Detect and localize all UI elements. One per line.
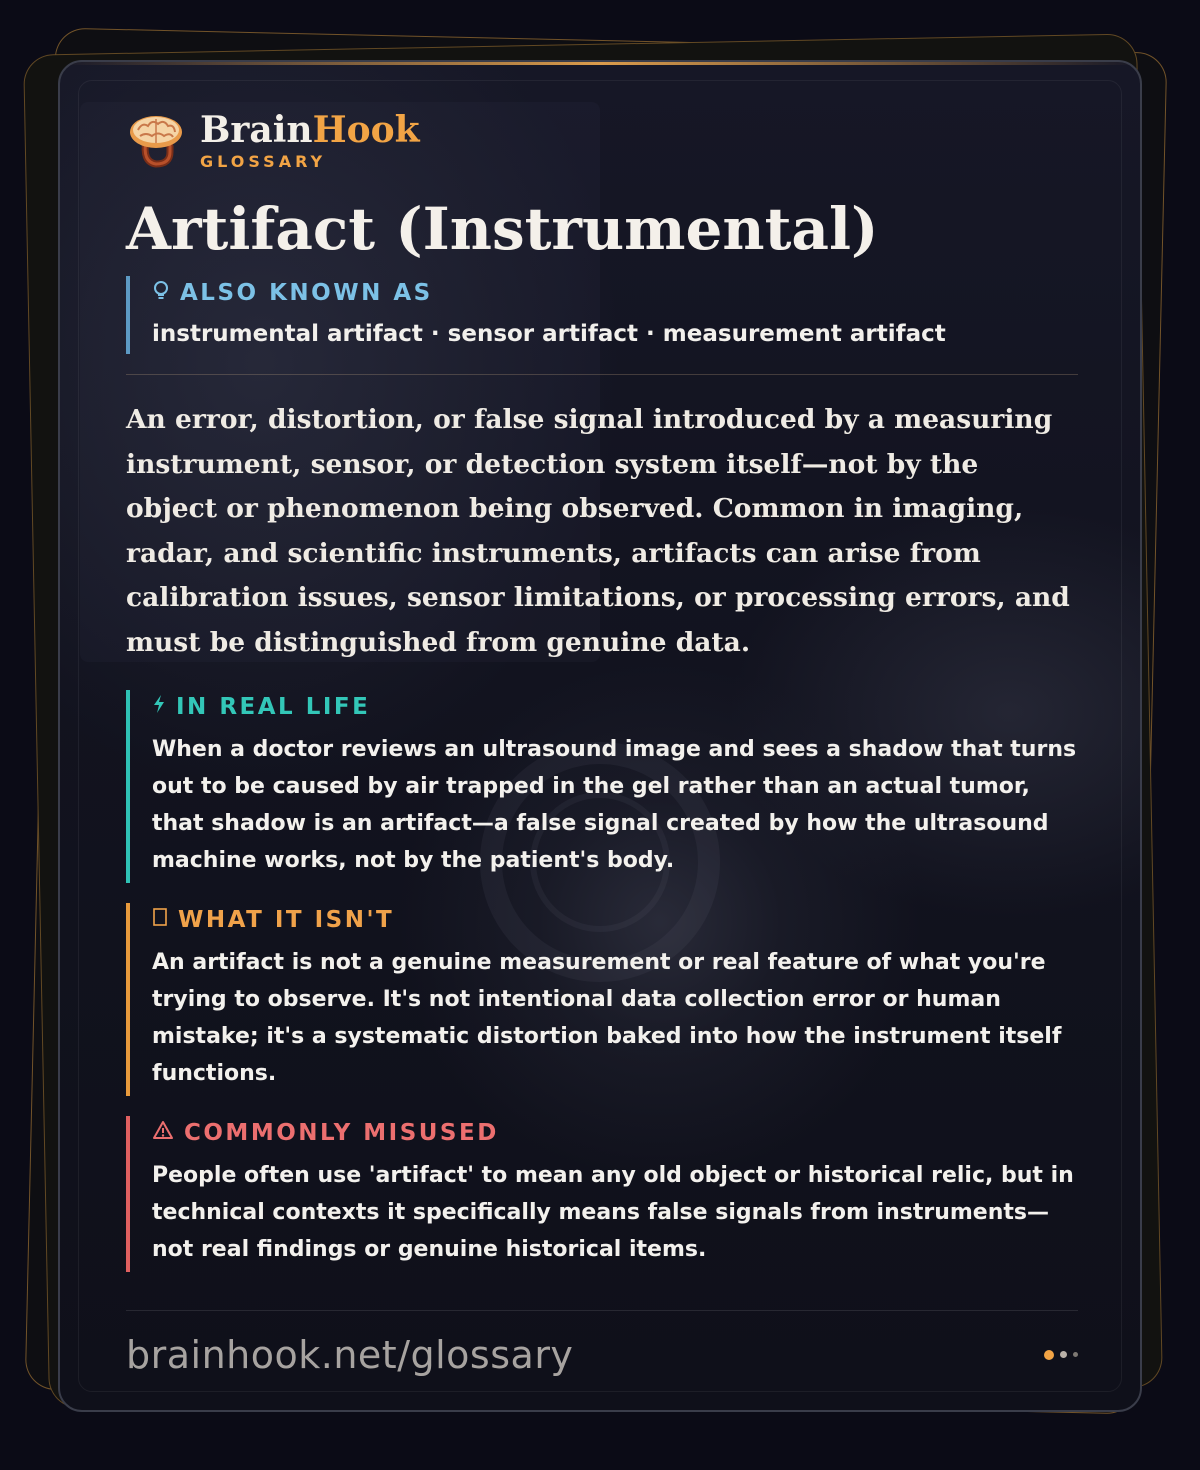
- lightbulb-icon: [152, 280, 170, 307]
- commonly-misused-label: COMMONLY MISUSED: [184, 1119, 499, 1146]
- pagination-dot-active: [1044, 1350, 1054, 1360]
- in-real-life-body: When a doctor reviews an ultrasound image and sees a shadow that turns out to be caused by air trapped in the gel rather than an actual tumor, that shadow is an artifact—a false signal created by how the ultrasound machine works, not by the patient's body.: [152, 736, 1077, 873]
- section-divider: [126, 374, 1078, 375]
- pagination-dots: [1038, 1350, 1078, 1360]
- also-known-as-terms: instrumental artifact · sensor artifact · measurement artifact: [152, 321, 946, 347]
- what-it-isnt-heading: [152, 905, 1078, 935]
- what-it-isnt-body: An artifact is not a genuine measurement or real feature of what you're trying to observe. It's not intentional data collection error or human mistake; it's a systematic distortion baked into how the instrument itself functions.: [152, 949, 1062, 1086]
- in-real-life-heading: [152, 692, 1078, 722]
- also-known-as-block: [126, 276, 1078, 354]
- brand-subtitle: GLOSSARY: [200, 151, 327, 171]
- brand-header: [126, 102, 1078, 178]
- also-known-as-heading: [152, 278, 1078, 308]
- brand-name-part2: Hook: [312, 108, 420, 151]
- brain-hook-logo-icon: [126, 110, 186, 170]
- in-real-life-label: IN REAL LIFE: [176, 693, 371, 720]
- pagination-dot: [1060, 1351, 1067, 1358]
- commonly-misused-section: [126, 1116, 1078, 1272]
- glossary-card: [58, 60, 1142, 1412]
- brand-name-part1: Brain: [200, 108, 313, 151]
- in-real-life-section: [126, 690, 1078, 883]
- footer-url-link[interactable]: brainhook.net/glossary: [126, 1332, 574, 1377]
- card-footer: [126, 1311, 1078, 1399]
- commonly-misused-heading: [152, 1118, 1078, 1148]
- pagination-dot: [1073, 1352, 1078, 1357]
- brand-name: [200, 110, 420, 150]
- what-it-isnt-label: WHAT IT ISN'T: [178, 906, 395, 933]
- warning-icon: [152, 1120, 174, 1145]
- also-known-as-label: ALSO KNOWN AS: [180, 280, 433, 306]
- lightning-icon: [152, 694, 166, 719]
- card-content: [126, 102, 1078, 1399]
- what-it-isnt-section: [126, 903, 1078, 1096]
- term-definition: An error, distortion, or false signal introduced by a measuring instrument, sensor, or detection system itself—not by the object or phenomenon being observed. Common in imaging, radar, and scientific instruments, artifacts can arise from calibration issues, sensor limitations, or processing errors, and must be distinguished from genuine data.: [126, 404, 1070, 658]
- term-title: Artifact (Instrumental): [126, 195, 879, 263]
- commonly-misused-body: People often use 'artifact' to mean any old object or historical relic, but in technical contexts it specifically means false signals from instruments—not real findings or genuine historical items.: [152, 1162, 1074, 1262]
- no-entry-icon: [152, 906, 168, 933]
